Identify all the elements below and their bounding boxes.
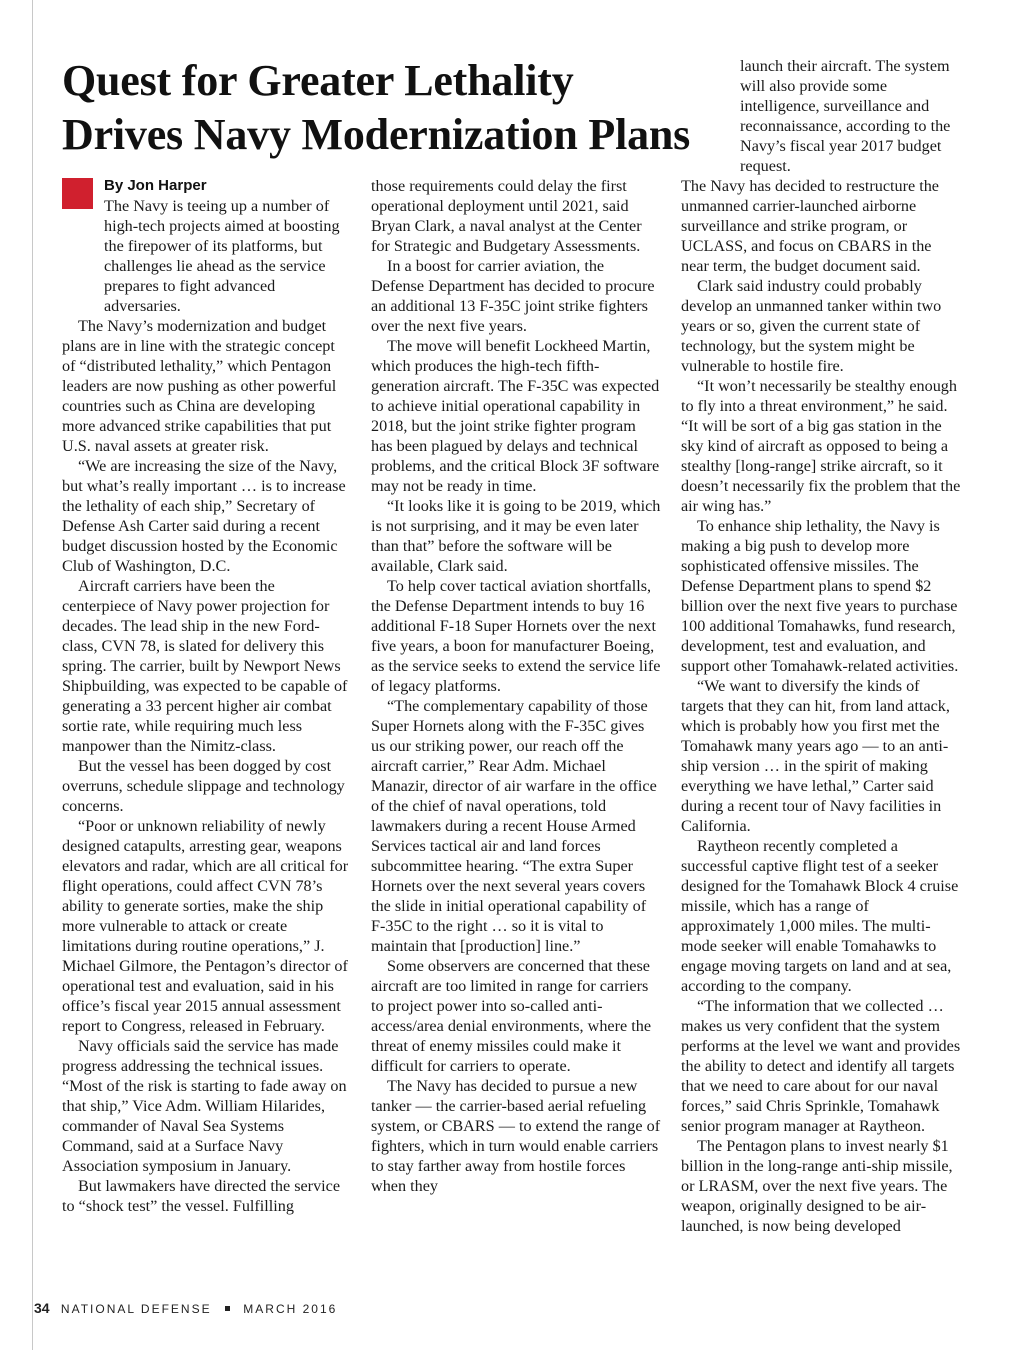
paragraph: those requirements could delay the first operational deployment until 2021, said Bryan Clark, a naval analyst at the Center for Strategic and Budgetary Assessments.: [371, 177, 642, 255]
page-margin-rule: [32, 0, 33, 1350]
paragraph: “It won’t necessarily be stealthy enough to fly into a threat environment,” he said. “It will be sort of a big gas station in the sky kind of aircraft as opposed to being a stealthy [long-range] strike aircraft, so it doesn’t necessarily fix the problem that the air wing has.”: [681, 377, 961, 515]
paragraph: The Navy has decided to restructure the unmanned carrier-launched airborne surveillance and strike program, or UCLASS, and focus on CBARS in the near term, the budget document said.: [681, 177, 939, 275]
article-column-2: [371, 176, 661, 1196]
paragraph: To enhance ship lethality, the Navy is making a big push to develop more sophisticated offensive missiles. The Defense Department plans to spend $2 billion over the next five years to purchase 100 additional Tomahawks, fund research, development, test and evaluation, and support other Tomahawk-related activities.: [681, 517, 959, 675]
headline-line-2: Drives Navy Modernization Plans: [62, 110, 691, 159]
page-number: 34: [34, 1300, 50, 1316]
column-3-top-block: [681, 56, 963, 176]
paragraph: To help cover tactical aviation shortfalls, the Defense Department intends to buy 16 additional F-18 Super Hornets over the next five years, a boon for manufacturer Boeing, as the service seeks to extend the service life of legacy platforms.: [371, 577, 661, 695]
publication-name: NATIONAL DEFENSE: [60, 1302, 212, 1316]
paragraph: The Navy’s modernization and budget plans are in line with the strategic concept of “distributed lethality,” which Pentagon leaders are now pushing as other powerful countries such as China are developing more advanced strike capabilities that put U.S. naval assets at greater risk.: [62, 317, 337, 455]
paragraph: The move will benefit Lockheed Martin, which produces the high-tech fifth-generation aircraft. The F-35C was expected to achieve initial operational capability in 2018, but the joint strike fighter program has been plagued by delays and technical problems, and the critical Block 3F software may not be ready in time.: [371, 337, 660, 495]
byline-block: [62, 176, 352, 316]
paragraph: “The complementary capability of those Super Hornets along with the F-35C gives us our striking power, our reach off the aircraft carrier,” Rear Adm. Michael Manazir, director of air warfare in the office of the chief of naval operations, told lawmakers during a recent House Armed Services tactical air and land forces subcommittee hearing. “The extra Super Hornets over the next several years covers the slide in initial operational capability of F-35C to the right … so it is vital to maintain that [production] line.”: [371, 697, 657, 955]
paragraph: “Poor or unknown reliability of newly designed catapults, arresting gear, weapons elevators and radar, which are all critical for flight operations, could affect CVN 78’s ability to generate sorties, make the ship more vulnerable to attack or create limitations during routine operations,” J. Michael Gilmore, the Pentagon’s director of operational test and evaluation, said in his office’s fiscal year 2015 annual assessment report to Congress, released in February.: [62, 817, 349, 1035]
paragraph: Aircraft carriers have been the centerpiece of Navy power projection for decades. The lead ship in the new Ford-class, CVN 78, is slated for delivery this spring. The carrier, built by Newport News Shipbuilding, was expected to be capable of generating a 33 percent higher air combat sortie rate, while requiring much less manpower than the Nimitz-class.: [62, 577, 348, 755]
paragraph: launch their aircraft. The system will also provide some intelligence, surveillance and reconnaissance, according to the Navy’s fiscal year 2017 budget request.: [740, 57, 951, 175]
issue-date: MARCH 2016: [243, 1302, 338, 1316]
paragraph: The Navy is teeing up a number of high-tech projects aimed at boosting the firepower of its platforms, but challenges lie ahead as the service prepares to fight advanced adversaries.: [104, 197, 340, 315]
paragraph: But the vessel has been dogged by cost overruns, schedule slippage and technology concerns.: [62, 757, 345, 815]
headline-line-1: Quest for Greater Lethality: [62, 56, 574, 105]
paragraph: Clark said industry could probably develop an unmanned tanker within two years or so, given the current state of technology, but the system might be vulnerable to hostile fire.: [681, 277, 942, 375]
paragraph: “We want to diversify the kinds of targets that they can hit, from land attack, which is probably how you first met the Tomahawk many years ago — to an anti-ship version … in the spirit of making everything we have lethal,” Carter said during a recent tour of Navy facilities in California.: [681, 677, 950, 835]
paragraph: Navy officials said the service has made progress addressing the technical issues. “Most of the risk is starting to fade away on that ship,” Vice Adm. William Hilarides, commander of Naval Sea Systems Command, said at a Surface Navy Association symposium in January.: [62, 1037, 347, 1175]
paragraph: The Pentagon plans to invest nearly $1 billion in the long-range anti-ship missile, or LRASM, over the next five years. The weapon, originally designed to be air-launched, is now being developed: [681, 1137, 953, 1235]
paragraph: “It looks like it is going to be 2019, which is not surprising, and it may be even later than that” before the software will be available, Clark said.: [371, 497, 661, 575]
article-headline: [62, 54, 742, 162]
page-footer: [34, 1300, 337, 1316]
paragraph: Raytheon recently completed a successful captive flight test of a seeker designed for the Tomahawk Block 4 cruise missile, which has a range of approximately 1,000 miles. The multi-mode seeker will enable Tomahawks to engage moving targets on land and at sea, according to the company.: [681, 837, 959, 995]
paragraph: “We are increasing the size of the Navy, but what’s really important … is to increase the lethality of each ship,” Secretary of Defense Ash Carter said during a recent budget discussion hosted by the Economic Club of Washington, D.C.: [62, 457, 346, 575]
separator-icon: [225, 1306, 230, 1311]
article-column-3: [681, 56, 963, 1236]
article-column-1: [62, 176, 352, 1216]
byline: By Jon Harper: [104, 177, 207, 194]
paragraph: But lawmakers have directed the service to “shock test” the vessel. Fulfilling: [62, 1177, 341, 1215]
paragraph: Some observers are concerned that these aircraft are too limited in range for carriers to project power into so-called anti-access/area denial environments, where the threat of enemy missiles could make it difficult for carriers to operate.: [371, 957, 652, 1075]
section-marker-icon: [62, 178, 93, 209]
paragraph: The Navy has decided to pursue a new tanker — the carrier-based aerial refueling system, or CBARS — to extend the range of fighters, which in turn would enable carriers to stay farther away from hostile forces when they: [371, 1077, 661, 1195]
paragraph: In a boost for carrier aviation, the Defense Department has decided to procure an additional 13 F-35C joint strike fighters over the next five years.: [371, 257, 655, 335]
paragraph: “The information that we collected … makes us very confident that the system performs at the level we want and provides the ability to detect and identify all targets that we need to care about for our naval forces,” said Chris Sprinkle, Tomahawk senior program manager at Raytheon.: [681, 997, 961, 1135]
